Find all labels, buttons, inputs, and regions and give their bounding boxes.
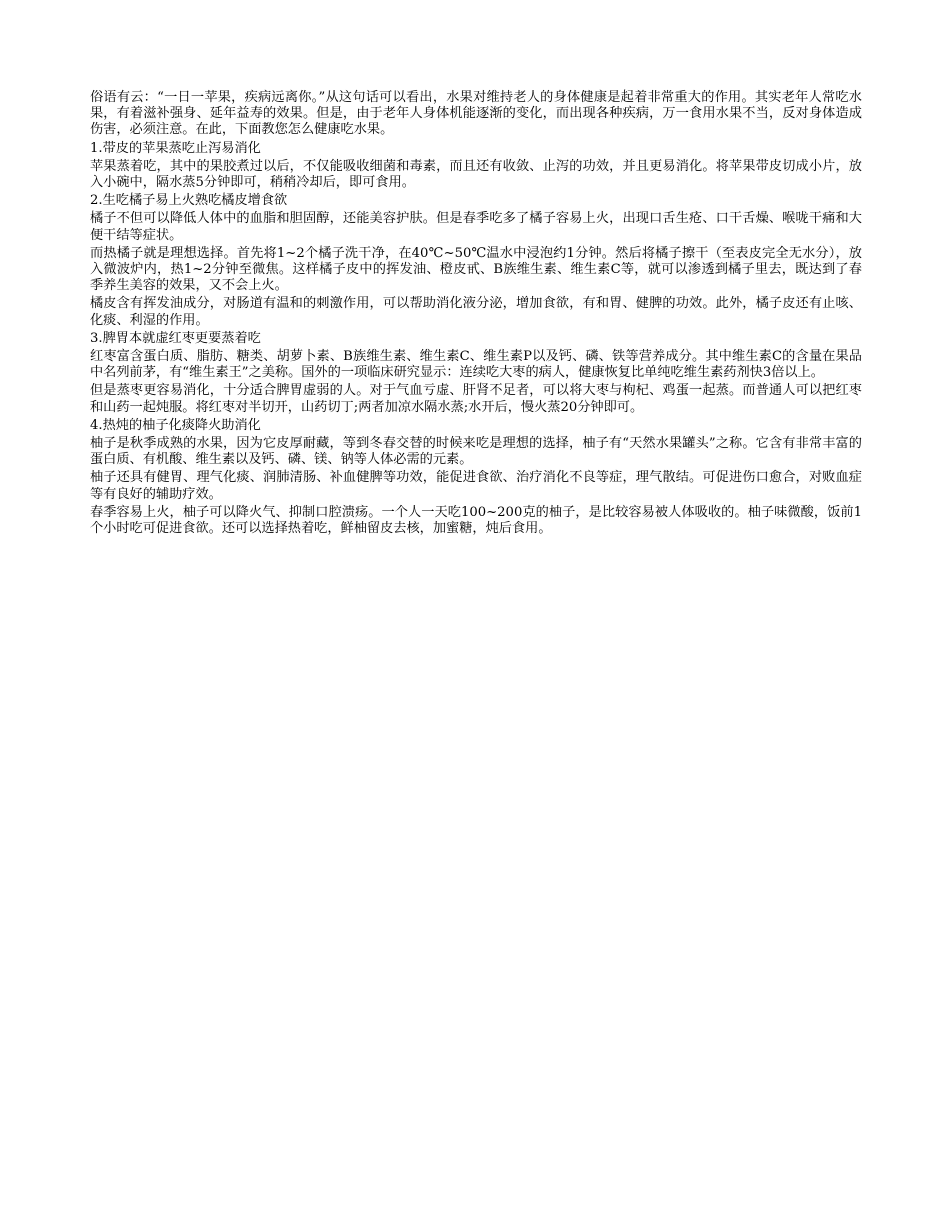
section-paragraph: 红枣富含蛋白质、脂肪、糖类、胡萝卜素、B族维生素、维生素C、维生素P以及钙、磷、铁等营养成分。其中维生素C的含量在果品中名列前茅，有“维生素王”之美称。国外的一项临床研究显示：连续吃大枣的病人，健康恢复比单纯吃维生素药剂快3倍以上。	[90, 349, 862, 381]
section-paragraph: 而热橘子就是理想选择。首先将1~2个橘子洗干净，在40℃~50℃温水中浸泡约1分钟。然后将橘子擦干（至表皮完全无水分），放入微波炉内，热1~2分钟至微焦。这样橘子皮中的挥发油、橙皮甙、B族维生素、维生素C等，就可以渗透到橘子里去，既达到了春季养生美容的效果，又不会上火。	[90, 245, 862, 294]
section-paragraph: 苹果蒸着吃，其中的果胶煮过以后，不仅能吸收细菌和毒素，而且还有收敛、止泻的功效，并且更易消化。将苹果带皮切成小片，放入小碗中，隔水蒸5分钟即可，稍稍冷却后，即可食用。	[90, 158, 862, 191]
section-heading: 1.带皮的苹果蒸吃止泻易消化	[90, 140, 261, 156]
section-heading: 2.生吃橘子易上火熟吃橘皮增食欲	[90, 193, 288, 209]
section-jujube	[90, 331, 862, 416]
section-orange	[90, 193, 862, 329]
document-body	[90, 90, 862, 539]
section-paragraph: 春季容易上火，柚子可以降火气、抑制口腔溃疡。一个人一天吃100~200克的柚子，是比较容易被人体吸收的。柚子味微酸，饭前1个小时吃可促进食欲。还可以选择热着吃，鲜柚留皮去核，加蜜糖，炖后食用。	[90, 504, 862, 537]
section-paragraph: 橘子不但可以降低人体中的血脂和胆固醇，还能美容护肤。但是春季吃多了橘子容易上火，出现口舌生疮、口干舌燥、喉咙干痛和大便干结等症状。	[90, 211, 862, 243]
section-paragraph: 但是蒸枣更容易消化，十分适合脾胃虚弱的人。对于气血亏虚、肝肾不足者，可以将大枣与枸杞、鸡蛋一起蒸。而普通人可以把红枣和山药一起炖服。将红枣对半切开，山药切丁;两者加凉水隔水蒸;水开后，慢火蒸20分钟即可。	[90, 383, 862, 415]
section-apple	[90, 141, 862, 192]
intro-paragraph: 俗语有云：“一日一苹果，疾病远离你。”从这句话可以看出，水果对维持老人的身体健康是起着非常重大的作用。其实老年人常吃水果，有着滋补强身、延年益寿的效果。但是，由于老年人身体机能逐渐的变化，而出现各种疾病，万一食用水果不当，反对身体造成伤害，必须注意。在此，下面教您怎么健康吃水果。	[90, 90, 862, 138]
section-pomelo	[90, 418, 862, 537]
section-paragraph: 柚子是秋季成熟的水果，因为它皮厚耐藏，等到冬春交替的时候来吃是理想的选择，柚子有“天然水果罐头”之称。它含有非常丰富的蛋白质、有机酸、维生素以及钙、磷、镁、钠等人体必需的元素。	[90, 436, 862, 468]
section-paragraph: 柚子还具有健胃、理气化痰、润肺清肠、补血健脾等功效，能促进食欲、治疗消化不良等症，理气散结。可促进伤口愈合，对败血症等有良好的辅助疗效。	[90, 470, 862, 502]
section-heading: 4.热炖的柚子化痰降火助消化	[90, 417, 261, 433]
section-paragraph: 橘皮含有挥发油成分，对肠道有温和的刺激作用，可以帮助消化液分泌，增加食欲，有和胃、健脾的功效。此外，橘子皮还有止咳、化痰、利湿的作用。	[90, 296, 862, 328]
section-heading: 3.脾胃本就虚红枣更要蒸着吃	[90, 330, 261, 346]
